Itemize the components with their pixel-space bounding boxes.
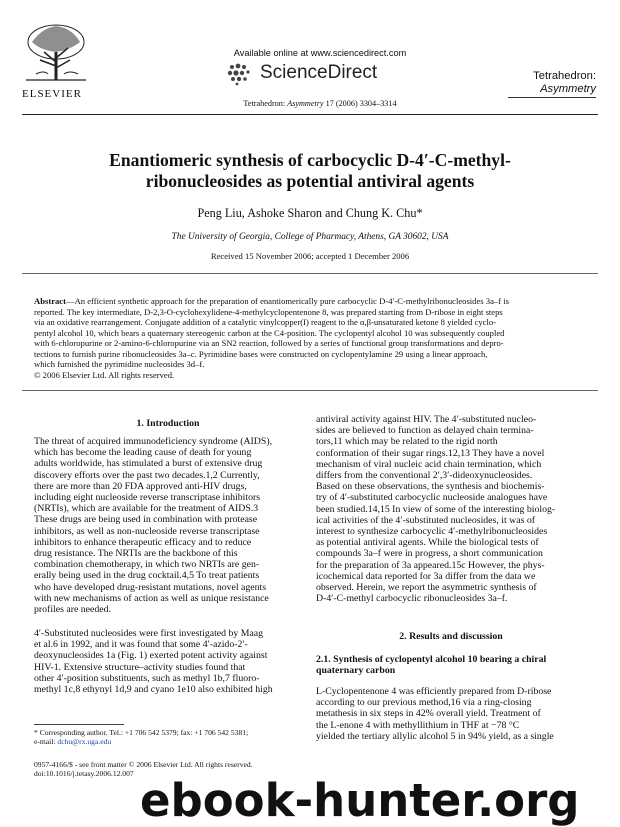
footnote-line1: * Corresponding author. Tel.: +1 706 542 5379; fax: +1 706 542 5381; (34, 728, 249, 737)
text-line: antiviral activity against HIV. The 4′-substituted nucleo- (316, 414, 537, 425)
corresponding-author-footnote (34, 728, 324, 747)
text-line: These drugs are being used in combination with protease (34, 514, 258, 526)
footnote-line2 (34, 737, 324, 746)
citation-prefix: Tetrahedron: (243, 99, 288, 108)
journal-name (486, 70, 596, 96)
header-rule (22, 114, 598, 115)
text-line: ical activities of the 4′-substituted nucleosides, it was of (316, 514, 535, 526)
text-line: profiles are needed. (34, 604, 111, 616)
text-line: with new mechanisms of action as well as unique resistance (34, 592, 269, 604)
text-line: there are more than 20 FDA approved anti-HIV drugs, (34, 480, 247, 492)
watermark: ebook-hunter.org (140, 774, 580, 827)
text-line: including eight nucleoside reverse transcriptase inhibitors (34, 492, 261, 504)
text-line: been studied.14,15 In view of some of the interesting biolog- (316, 503, 556, 515)
footnote-rule (34, 724, 124, 725)
intro-paragraph-1 (34, 436, 302, 615)
text-line: who have developed drug-resistant mutations, novel agents (34, 581, 267, 593)
text-line: et al.6 in 1992, and it was found that some 4′-azido-2′- (34, 639, 248, 651)
abstract-line: tections to furnish purine ribonucleosides 3a–c. Pyrimidine bases were constructed on cyclopentylamine 29 using a linear approach, (34, 348, 488, 359)
text-line: for the preparation of 3a appeared.15c However, the phys- (316, 559, 545, 571)
sciencedirect-dots-icon (226, 62, 256, 86)
subsection-line1: 2.1. Synthesis of cyclopentyl alcohol 10 bearing a chiral (316, 654, 547, 665)
text-line: D-4′-C-methyl carbocyclic ribonucleosides 3a–f. (316, 593, 508, 605)
abstract-line: with 6-chloropurine or 2-amino-6-chloropurine via an SN2 reaction, followed by a series of functional group transformations and depro- (34, 338, 504, 348)
abstract-label: Abstract (34, 296, 66, 306)
front-matter-doi: doi:10.1016/j.tetasy.2006.12.007 (34, 769, 134, 779)
text-line: erally being used in the drug cocktail.4,5 To treat patients (34, 570, 260, 582)
text-line: tors,11 which may be related to the rigid north (316, 436, 498, 448)
text-line: metathesis in six steps in 42% overall yield. Treatment of (316, 708, 541, 720)
text-line: other 4′-position substituents, such as methyl 1b,7 fluoro- (34, 672, 260, 684)
text-line: as potential antiviral agents. While the biological tests of (316, 537, 539, 549)
elsevier-tree-icon (22, 22, 90, 82)
text-line: which has become the leading cause of death for young (34, 447, 252, 459)
text-line: icochemical data reported for 3a differ from the data we (316, 570, 536, 582)
text-line: deoxynucleosides 1a (Fig. 1) exerted potent activity against (34, 650, 268, 662)
text-line: inhibitors to enhance therapeutic efficacy and to reduce (34, 536, 252, 548)
abstract-copyright: © 2006 Elsevier Ltd. All rights reserved. (34, 369, 175, 380)
abstract-line-text: —An efficient synthetic approach for the preparation of enantiomerically pure carbocyclic D-4′-C-methylribonucleosides 3a–f is (65, 296, 509, 306)
text-line: compounds 3a–f were in progress, a short communication (316, 548, 543, 560)
sciencedirect-logo (226, 60, 386, 88)
text-line: drug resistance. The NRTIs are the backbone of this (34, 548, 238, 560)
text-line: the L-enone 4 with methyllithium in THF at −78 °C (316, 719, 520, 731)
text-line: inhibitors, as well as non-nucleoside reverse transcriptase (34, 525, 260, 537)
right-paragraph-2 (316, 686, 586, 742)
text-line: interest to synthesize carbocyclic 4′-methylribonucleosides (316, 526, 548, 538)
subsection-2-1-heading (316, 654, 586, 676)
title-line1: Enantiomeric synthesis of carbocyclic D-4′-C-methyl- (109, 150, 511, 170)
right-paragraph-1 (316, 414, 586, 604)
abstract-bottom-rule (22, 390, 598, 391)
text-line: discovery efforts over the past two decades.1,2 Currently, (34, 469, 260, 481)
text-line: try of 4′-substituted carbocyclic nucleoside analogues have (316, 492, 548, 504)
abstract-line: pentyl alcohol 10, which bears a quaternary stereogenic carbon at the C4-position. The cyclopentyl alcohol 10 was subsequently coupled (34, 327, 505, 338)
subsection-line2: quaternary carbon (316, 665, 396, 677)
abstract-line: which furnished the pyrimidine nucleosides 3d–f. (34, 359, 205, 369)
text-line: (NRTIs), which are available for the treatment of AIDS.3 (34, 503, 259, 515)
text-line: L-Cyclopentenone 4 was efficiently prepared from D-ribose (316, 686, 552, 697)
citation-journal: Asymmetry (287, 99, 324, 108)
text-line: differs from the conventional 2′,3′-dideoxynucleosides. (316, 470, 533, 482)
elsevier-logo (22, 22, 90, 100)
author-list: Peng Liu, Ashoke Sharon and Chung K. Chu* (197, 206, 423, 220)
text-line: yielded the tertiary allylic alcohol 5 in 94% yield, as a single (316, 730, 554, 742)
intro-heading: 1. Introduction (136, 418, 200, 429)
publisher-name: ELSEVIER (22, 88, 82, 100)
journal-citation (180, 99, 460, 108)
abstract-top-rule (22, 273, 598, 274)
text-line: combination chemotherapy, in which two NRTIs are gen- (34, 559, 260, 571)
text-line: conformation of their sugar rings.12,13 They have a novel (316, 447, 545, 459)
text-line: methyl 1c,8 ethynyl 1d,9 and cyano 1e10 also exhibited high (34, 684, 273, 696)
text-line: according to our previous method,16 via a ring-closing (316, 697, 532, 709)
article-title (40, 150, 580, 192)
journal-name-line2: Asymmetry (540, 83, 596, 95)
text-line: observed. Herein, we report the asymmetric synthesis of (316, 582, 537, 594)
text-line: mechanism of viral nucleic acid chain termination, which (316, 458, 542, 470)
footnote-email-label: e-mail: (34, 737, 58, 747)
journal-name-rule (508, 97, 596, 98)
text-line: HIV-1. Extensive structure–activity studies found that (34, 661, 246, 673)
abstract-line (34, 296, 590, 307)
citation-rest: 17 (2006) 3304–3314 (323, 99, 397, 108)
affiliation: The University of Georgia, College of Pharmacy, Athens, GA 30602, USA (171, 232, 449, 242)
title-line2: ribonucleosides as potential antiviral agents (145, 171, 475, 191)
section2-heading: 2. Results and discussion (399, 631, 503, 642)
abstract (34, 296, 590, 380)
text-line: adults worldwide, has stimulated a burst of extensive drug (34, 458, 263, 470)
abstract-line: via an oxidative rearrangement. Conjugate addition of a catalytic vinylcopper(I) reagent to the α,β-unsaturated ketone 8 yielded cyclo- (34, 317, 497, 327)
text-line: Based on these observations, the synthesis and biochemis- (316, 481, 545, 493)
text-line: 4′-Substituted nucleosides were first investigated by Maag (34, 628, 264, 639)
received-dates: Received 15 November 2006; accepted 1 December 2006 (210, 251, 410, 261)
available-online: Available online at www.sciencedirect.com (233, 48, 407, 58)
journal-name-line1: Tetrahedron: (533, 70, 596, 82)
sciencedirect-brand: ScienceDirect (260, 62, 378, 83)
author-email-link[interactable]: dchu@rx.uga.edu (57, 737, 112, 747)
intro-paragraph-2 (34, 628, 302, 695)
text-line: The threat of acquired immunodeficiency syndrome (AIDS), (34, 436, 273, 447)
text-line: sides are believed to function as delayed chain termina- (316, 425, 534, 437)
abstract-line: reported. The key intermediate, D-2,3-O-cyclohexylidene-4-methylcyclopentenone 8, was prepared starting from D-ribose in eight steps (34, 306, 503, 317)
front-matter-line1: 0957-4166/$ - see front matter © 2006 Elsevier Ltd. All rights reserved. (34, 760, 253, 769)
